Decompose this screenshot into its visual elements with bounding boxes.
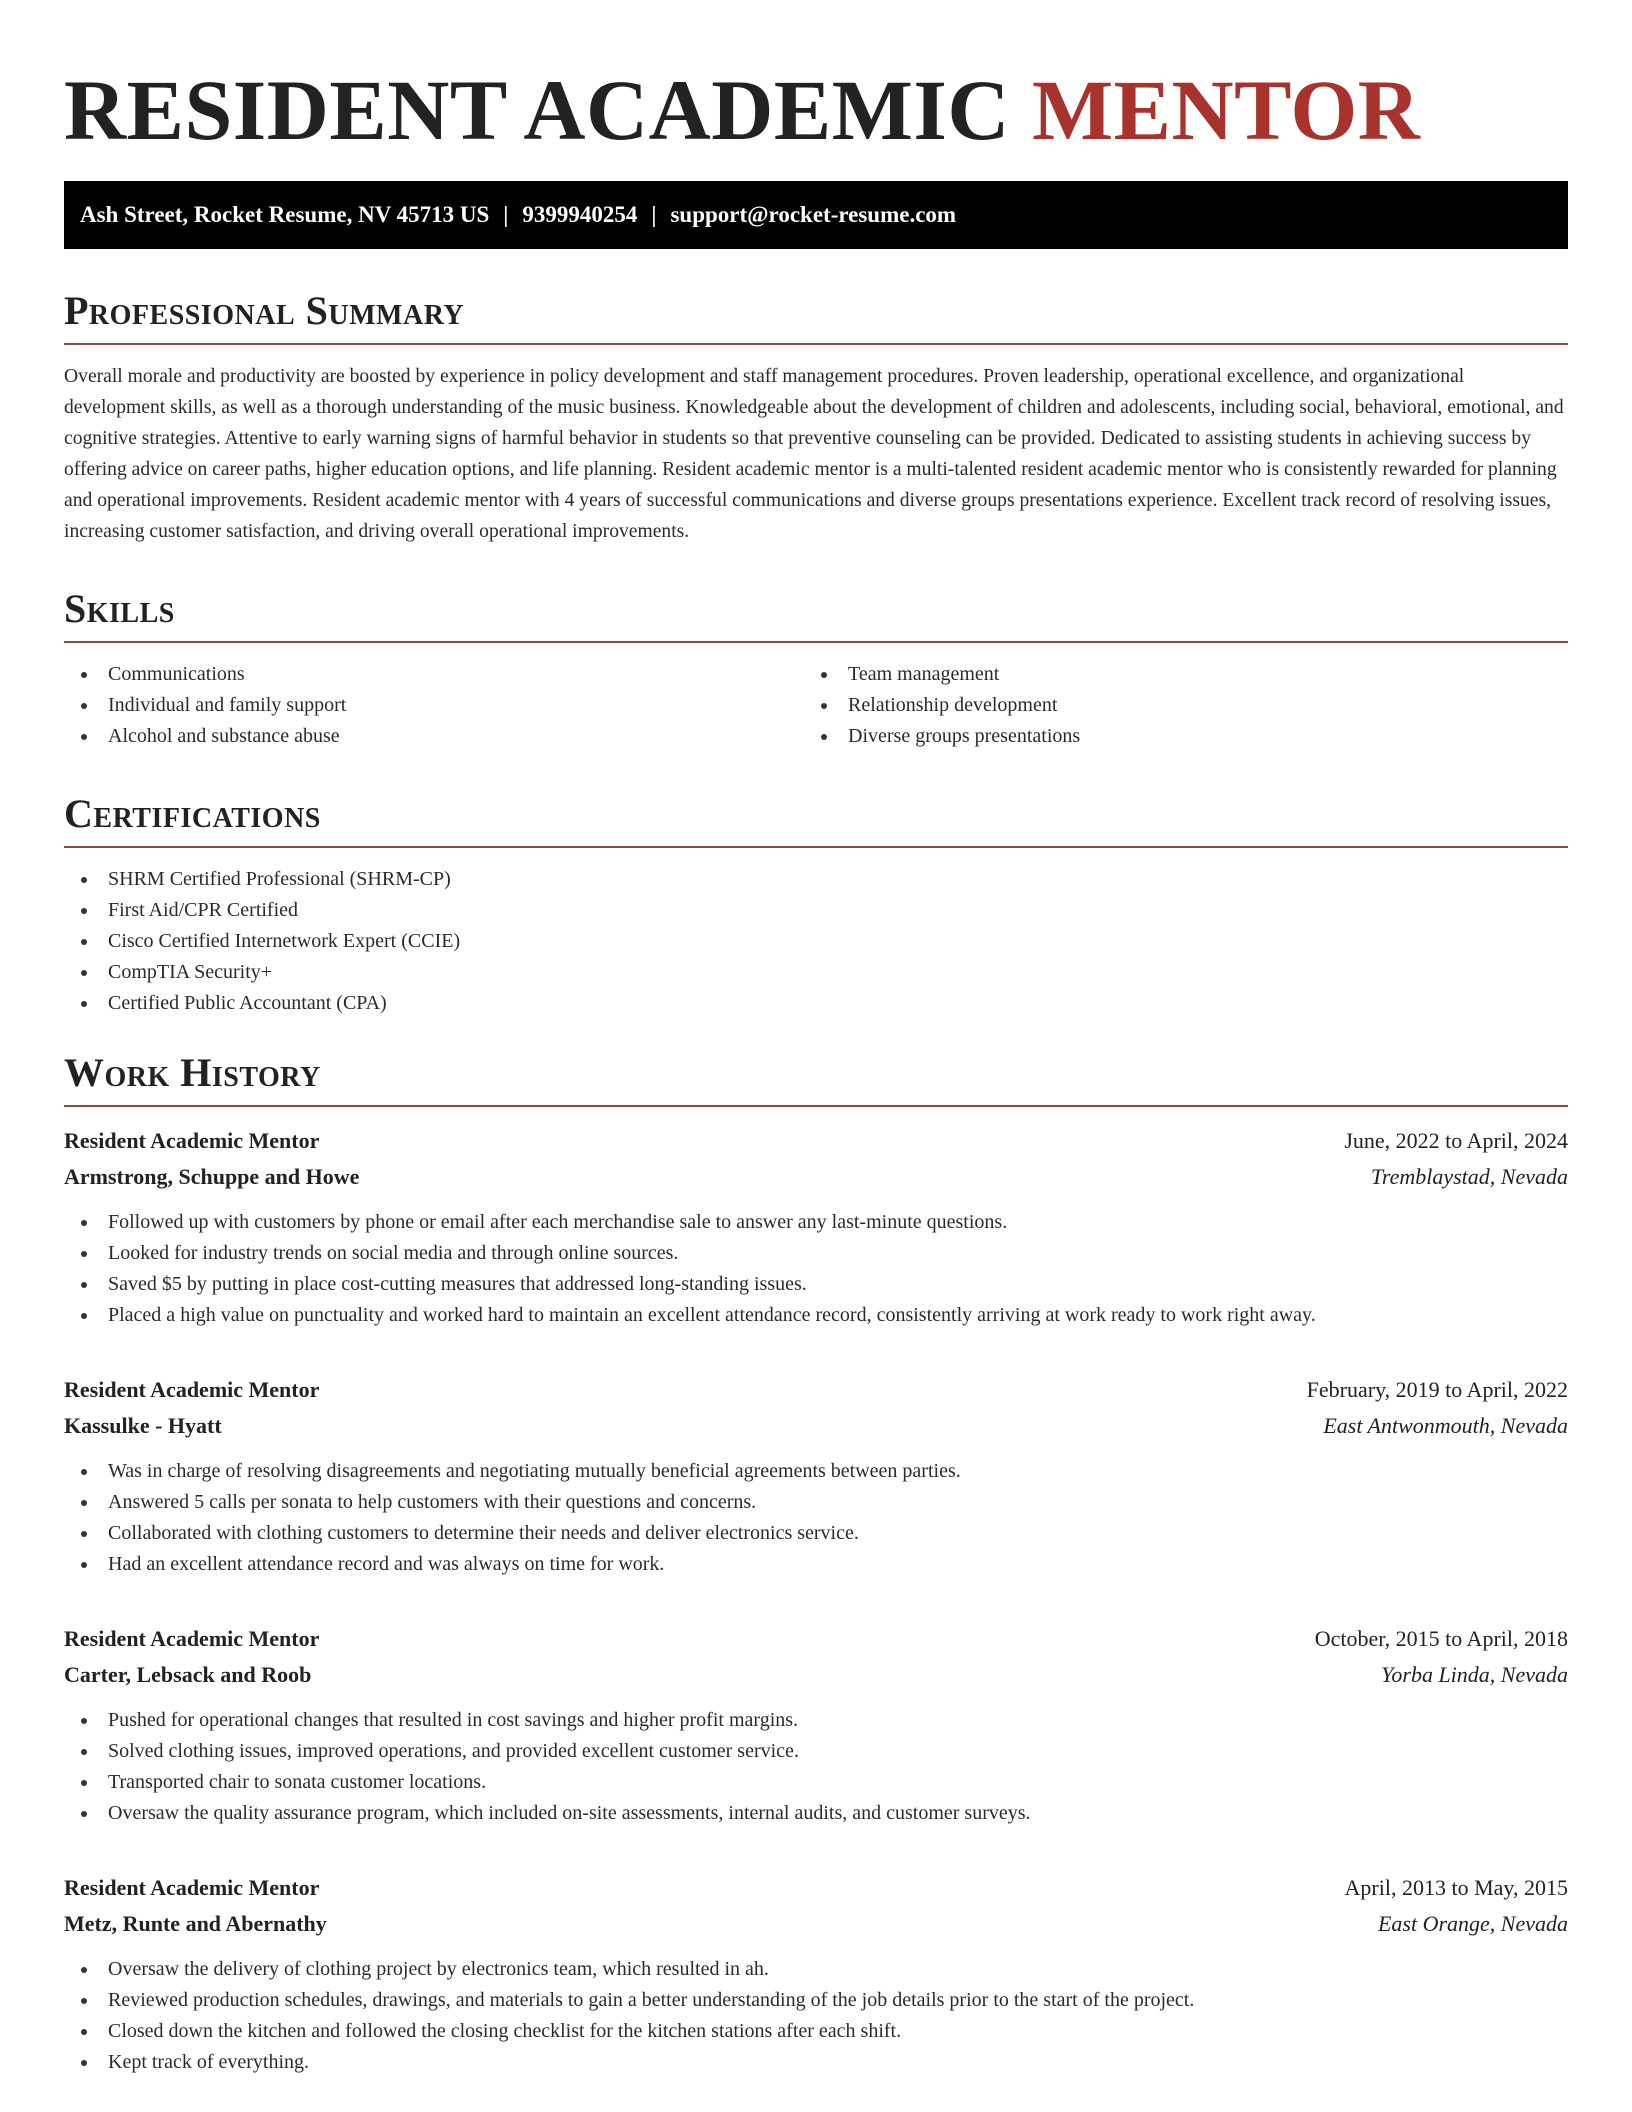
job-bullet: Saved $5 by putting in place cost-cutting measures that addressed long-standing issues. [64,1269,1568,1300]
certification-item: Cisco Certified Internetwork Expert (CCIE) [64,926,1568,957]
job-bullet: Collaborated with clothing customers to determine their needs and deliver electronics service. [64,1518,1568,1549]
skills-section [64,587,1568,752]
job-company-row [64,1657,1568,1693]
certification-item: First Aid/CPR Certified [64,895,1568,926]
job-title: Resident Academic Mentor [64,1626,320,1651]
skills-grid [64,659,1568,752]
job-company-row [64,1906,1568,1942]
name-main: RESIDENT ACADEMIC [64,62,1032,158]
skill-item: Diverse groups presentations [804,721,1544,752]
contact-email[interactable]: support@rocket-resume.com [670,202,957,227]
skills-list-left [64,659,804,752]
job-bullet: Closed down the kitchen and followed the closing checklist for the kitchen stations after each shift. [64,2016,1568,2047]
job-title: Resident Academic Mentor [64,1128,320,1153]
job-location: East Orange, Nevada [1377,1911,1568,1936]
job-company: Kassulke - Hyatt [64,1413,222,1438]
job-company: Metz, Runte and Abernathy [64,1911,327,1936]
job-company: Carter, Lebsack and Roob [64,1662,312,1687]
skills-heading: Skills [64,586,175,631]
certification-item: Certified Public Accountant (CPA) [64,988,1568,1019]
job-bullet: Answered 5 calls per sonata to help customers with their questions and concerns. [64,1487,1568,1518]
certification-item: CompTIA Security+ [64,957,1568,988]
job-title-row [64,1123,1568,1159]
skill-item: Individual and family support [64,690,804,721]
job-bullet: Was in charge of resolving disagreements and negotiating mutually beneficial agreements between parties. [64,1456,1568,1487]
job-bullets [64,1705,1568,1829]
job-entry [64,1621,1568,1829]
job-bullet: Oversaw the delivery of clothing project by electronics team, which resulted in ah. [64,1954,1568,1985]
job-bullet: Followed up with customers by phone or email after each merchandise sale to answer any last-minute questions. [64,1207,1568,1238]
summary-text: Overall morale and productivity are boosted by experience in policy development and staff management procedures. Proven leadership, operational excellence, and organizational development skills, as well as a thorough understanding of the music business. Knowledgeable about the development of children and adolescents, including social, behavioral, emotional, and cognitive strategies. Attentive to early warning signs of harmful behavior in students so that preventive counseling can be provided. Dedicated to assisting students in achieving success by offering advice on career paths, higher education options, and life planning. Resident academic mentor is a multi-talented resident academic mentor who is consistently rewarded for planning and operational improvements. Resident academic mentor with 4 years of successful communications and diverse groups presentations experience. Excellent track record of resolving issues, increasing customer satisfaction, and driving overall operational improvements. [64,366,1564,542]
skill-item: Team management [804,659,1544,690]
job-bullet: Reviewed production schedules, drawings, and materials to gain a better understanding of the job details prior to the start of the project. [64,1985,1568,2016]
job-title-row [64,1372,1568,1408]
job-entry [64,1372,1568,1580]
job-company-row [64,1159,1568,1195]
section-divider [64,846,1568,848]
job-title: Resident Academic Mentor [64,1377,320,1402]
resume-name [64,56,1568,170]
contact-phone[interactable]: 9399940254 [522,202,638,227]
job-bullet: Looked for industry trends on social media and through online sources. [64,1238,1568,1269]
job-bullet: Solved clothing issues, improved operations, and provided excellent customer service. [64,1736,1568,1767]
contact-separator: | [503,202,509,227]
job-dates: February, 2019 to April, 2022 [1306,1377,1568,1402]
skill-item: Communications [64,659,804,690]
skill-item: Relationship development [804,690,1544,721]
job-entry [64,1870,1568,2078]
job-bullets [64,1456,1568,1580]
job-bullet: Transported chair to sonata customer locations. [64,1767,1568,1798]
work-history-section [64,1051,1568,2078]
job-dates: June, 2022 to April, 2024 [1344,1128,1568,1153]
skill-item: Alcohol and substance abuse [64,721,804,752]
job-title-row [64,1621,1568,1657]
job-bullet: Placed a high value on punctuality and worked hard to maintain an excellent attendance record, consistently arriving at work ready to work right away. [64,1300,1568,1331]
job-location: Yorba Linda, Nevada [1381,1662,1568,1687]
job-bullets [64,1954,1568,2078]
certification-item: SHRM Certified Professional (SHRM-CP) [64,864,1568,895]
section-divider [64,1105,1568,1107]
job-location: East Antwonmouth, Nevada [1323,1413,1568,1438]
work-history-heading: Work History [64,1050,321,1095]
job-entry [64,1123,1568,1331]
summary-section [64,289,1568,547]
summary-heading: Professional Summary [64,288,465,333]
contact-bar [64,181,1568,249]
name-accent: MENTOR [1031,62,1421,158]
job-bullet: Had an excellent attendance record and was always on time for work. [64,1549,1568,1580]
job-company: Armstrong, Schuppe and Howe [64,1164,360,1189]
job-bullets [64,1207,1568,1331]
certifications-heading: Certifications [64,791,321,836]
job-dates: October, 2015 to April, 2018 [1314,1626,1568,1651]
job-bullet: Pushed for operational changes that resulted in cost savings and higher profit margins. [64,1705,1568,1736]
job-title-row [64,1870,1568,1906]
job-company-row [64,1408,1568,1444]
job-location: Tremblaystad, Nevada [1370,1164,1568,1189]
certifications-section [64,792,1568,1019]
contact-address: Ash Street, Rocket Resume, NV 45713 US [80,202,490,227]
section-divider [64,343,1568,345]
skills-list-right [804,659,1544,752]
certifications-list [64,864,1568,1019]
job-title: Resident Academic Mentor [64,1875,320,1900]
contact-separator: | [651,202,657,227]
job-bullet: Kept track of everything. [64,2047,1568,2078]
job-dates: April, 2013 to May, 2015 [1344,1875,1568,1900]
job-bullet: Oversaw the quality assurance program, which included on-site assessments, internal audits, and customer surveys. [64,1798,1568,1829]
section-divider [64,641,1568,643]
